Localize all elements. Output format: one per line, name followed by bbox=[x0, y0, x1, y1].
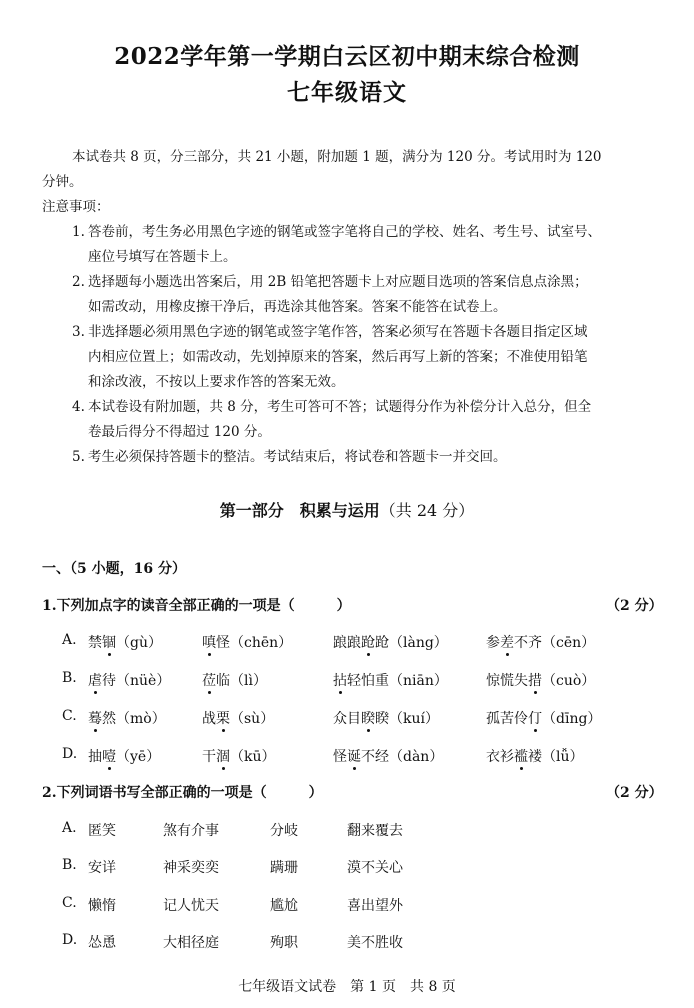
option-word: 分岐 bbox=[270, 823, 298, 839]
option-word: 翻来覆去 bbox=[347, 823, 403, 839]
section-heading: 一、（5 小题，16 分） bbox=[42, 561, 186, 577]
page-footer: 七年级语文试卷 第 1 页 共 8 页 bbox=[238, 979, 456, 995]
option-word: 美不胜收 bbox=[347, 935, 403, 951]
option-word: 衣衫褴褛（lǚ） bbox=[486, 746, 584, 766]
note-line: 卷最后得分不得超过 120 分。 bbox=[88, 424, 271, 440]
intro-line-2: 分钟。 bbox=[42, 174, 83, 190]
option-word: 惊慌失措（cuò） bbox=[486, 670, 595, 690]
note-number: 1. bbox=[72, 224, 85, 240]
note-line: 本试卷设有附加题，共 8 分，考生可答可不答；试题得分作为补偿分计入总分，但全 bbox=[88, 399, 592, 415]
question-1-score: （2 分） bbox=[606, 598, 663, 614]
option-word: 参差不齐（cēn） bbox=[486, 632, 595, 652]
part-score: （共 24 分） bbox=[379, 501, 475, 520]
option-word: 虐待（nüè） bbox=[88, 670, 170, 690]
option-word: 大相径庭 bbox=[163, 935, 219, 951]
question-2-score: （2 分） bbox=[606, 785, 663, 801]
option-word: 嗔怪（chēn） bbox=[202, 632, 292, 652]
note-line: 座位号填写在答题卡上。 bbox=[88, 249, 237, 265]
option-word: 拈轻怕重（niān） bbox=[333, 670, 448, 690]
option-label: D. bbox=[62, 932, 78, 948]
question-1-stem: 1.下列加点字的读音全部正确的一项是（ ） bbox=[42, 598, 351, 614]
option-word: 孤苦伶仃（dīng） bbox=[486, 708, 601, 728]
option-word: 蓦然（mò） bbox=[88, 708, 166, 728]
option-label: D. bbox=[62, 746, 78, 762]
option-label: A. bbox=[62, 820, 77, 836]
question-2-stem: 2.下列词语书写全部正确的一项是（ ） bbox=[42, 785, 323, 801]
note-number: 4. bbox=[72, 399, 85, 415]
option-word: 安详 bbox=[88, 860, 116, 876]
note-line: 非选择题必须用黑色字迹的钢笔或签字笔作答，答案必须写在答题卡各题目指定区域 bbox=[88, 324, 588, 340]
option-word: 尴尬 bbox=[270, 898, 298, 914]
note-line: 和涂改液，不按以上要求作答的答案无效。 bbox=[88, 374, 345, 390]
option-word: 煞有介事 bbox=[163, 823, 219, 839]
option-label: A. bbox=[62, 632, 77, 648]
option-label: B. bbox=[62, 670, 77, 686]
option-word: 莅临（lì） bbox=[202, 670, 267, 690]
option-word: 神采奕奕 bbox=[163, 860, 219, 876]
option-word: 匿笑 bbox=[88, 823, 116, 839]
option-word: 殉职 bbox=[270, 935, 298, 951]
option-word: 抽噎（yē） bbox=[88, 746, 160, 766]
intro-line-1: 本试卷共 8 页，分三部分，共 21 小题，附加题 1 题，满分为 120 分。考试用时为 120 bbox=[72, 149, 602, 165]
part-title-text: 第一部分 积累与运用 bbox=[219, 501, 380, 520]
option-word: 众目睽睽（kuí） bbox=[333, 708, 439, 728]
option-word: 懒惰 bbox=[88, 898, 116, 914]
note-line: 答卷前，考生务必用黑色字迹的钢笔或签字笔将自己的学校、姓名、考生号、试室号、 bbox=[88, 224, 601, 240]
exam-subtitle: 七年级语文 bbox=[287, 79, 407, 106]
option-word: 战栗（sù） bbox=[202, 708, 274, 728]
option-word: 禁锢（gù） bbox=[88, 632, 162, 652]
note-number: 3. bbox=[72, 324, 85, 340]
note-line: 选择题每小题选出答案后，用 2B 铅笔把答题卡上对应题目选项的答案信息点涂黑； bbox=[88, 274, 588, 290]
part-title bbox=[0, 498, 694, 521]
note-line: 内相应位置上；如需改动，先划掉原来的答案，然后再写上新的答案；不准使用铅笔 bbox=[88, 349, 588, 365]
option-label: C. bbox=[62, 895, 77, 911]
option-word: 记人忧天 bbox=[163, 898, 219, 914]
note-number: 2. bbox=[72, 274, 85, 290]
option-word: 怂恿 bbox=[88, 935, 116, 951]
notice-label: 注意事项： bbox=[42, 199, 110, 215]
note-number: 5. bbox=[72, 449, 85, 465]
option-word: 怪诞不经（dàn） bbox=[333, 746, 443, 766]
option-word: 喜出望外 bbox=[347, 898, 403, 914]
option-label: B. bbox=[62, 857, 77, 873]
option-word: 蹒珊 bbox=[270, 860, 298, 876]
exam-title: 2022学年第一学期白云区初中期末综合检测 bbox=[114, 43, 580, 70]
note-line: 如需改动，用橡皮擦干净后，再选涂其他答案。答案不能答在试卷上。 bbox=[88, 299, 507, 315]
note-line: 考生必须保持答题卡的整洁。考试结束后，将试卷和答题卡一并交回。 bbox=[88, 449, 507, 465]
option-word: 干涸（kū） bbox=[202, 746, 276, 766]
option-word: 漠不关心 bbox=[347, 860, 403, 876]
option-label: C. bbox=[62, 708, 77, 724]
option-word: 踉踉跄跄（làng） bbox=[333, 632, 448, 652]
